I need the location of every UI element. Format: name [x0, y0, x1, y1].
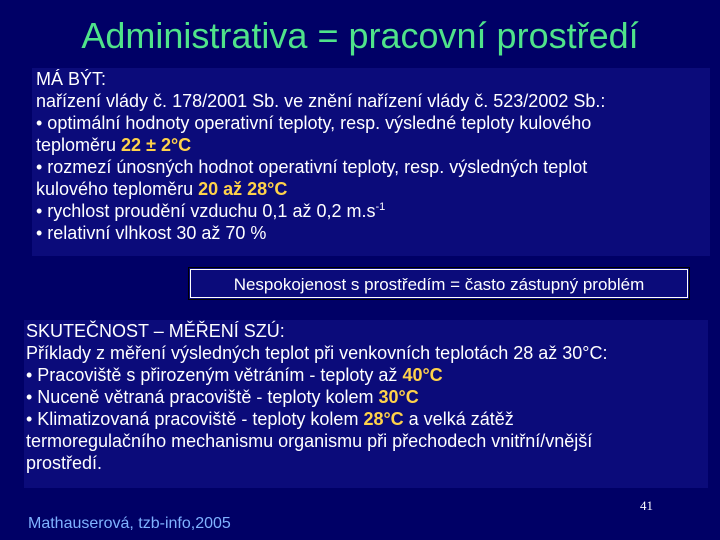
continuation-line-end: prostředí. [26, 453, 103, 473]
requirements-heading: MÁ BÝT: [36, 69, 107, 89]
page-number: 41 [640, 498, 653, 513]
continuation-line: termoregulačního mechanismu organismu při přechodech vnitřní/vnější [26, 431, 593, 451]
text-fragment: a velká zátěž [403, 409, 514, 429]
bullet-natural-ventilation [26, 364, 706, 386]
requirements-block [32, 68, 710, 256]
text-fragment: teploměru [36, 135, 122, 155]
tolerable-temp-line [36, 178, 706, 200]
text-fragment: • Klimatizovaná pracoviště - teploty kolem [26, 409, 364, 429]
bullet-air-speed [36, 200, 706, 222]
reality-heading: SKUTEČNOST – MĚŘENÍ SZÚ: [26, 321, 285, 341]
callout-box: Nespokojenost s prostředím = často zástupný problém [188, 267, 690, 300]
bullet-air-conditioned [26, 408, 706, 430]
air-conditioned-value: 28°C [363, 409, 404, 429]
forced-ventilation-value: 30°C [378, 387, 419, 407]
superscript: -1 [375, 201, 386, 213]
optimal-temp-value: 22 ± 2°C [121, 135, 192, 155]
slide-title: Administrativa = pracovní prostředí [81, 15, 639, 56]
text-fragment: kulového teploměru [36, 179, 199, 199]
bullet-humidity: • relativní vlhkost 30 až 70 % [36, 223, 267, 243]
examples-line: Příklady z měření výsledných teplot při venkovních teplotách 28 až 30°C: [26, 343, 608, 363]
bullet-forced-ventilation [26, 386, 706, 408]
source-footer: Mathauserová, tzb-info,2005 [28, 515, 231, 532]
reality-block [24, 320, 708, 488]
tolerable-temp-value: 20 až 28°C [198, 179, 288, 199]
text-fragment: • Nuceně větraná pracoviště - teploty kolem [26, 387, 379, 407]
text-fragment: • Pracoviště s přirozeným větráním - teploty až [26, 365, 403, 385]
bullet-tolerable-temp: • rozmezí únosných hodnot operativní teploty, resp. výsledných teplot [36, 157, 588, 177]
regulation-line: nařízení vlády č. 178/2001 Sb. ve znění nařízení vlády č. 523/2002 Sb.: [36, 91, 606, 111]
bullet-optimal-temp: • optimální hodnoty operativní teploty, resp. výsledné teploty kulového [36, 113, 592, 133]
natural-ventilation-value: 40°C [402, 365, 443, 385]
text-fragment: • rychlost proudění vzduchu 0,1 až 0,2 m.s [36, 201, 376, 221]
optimal-temp-line [36, 134, 706, 156]
